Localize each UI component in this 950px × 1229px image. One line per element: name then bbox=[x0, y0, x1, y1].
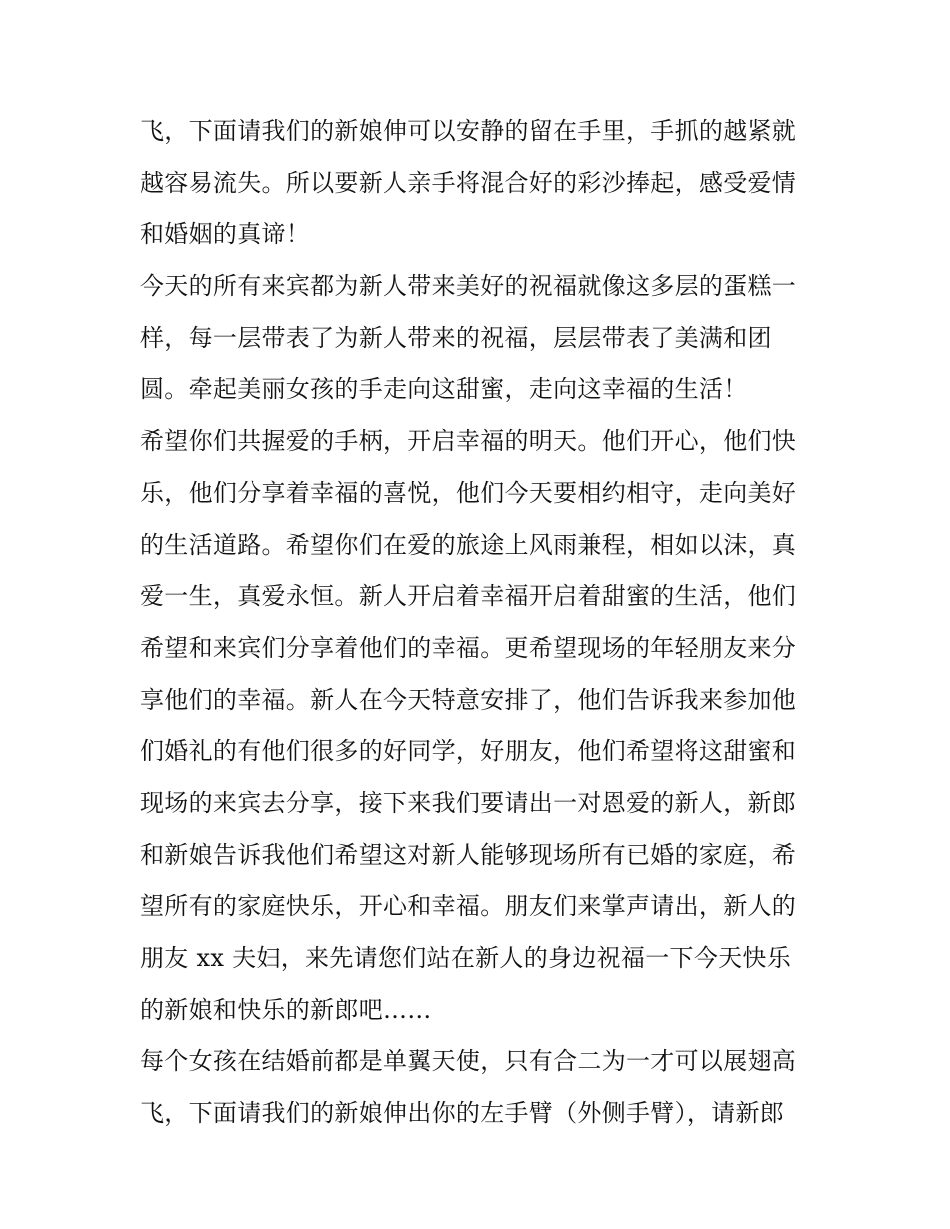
text-line: 朋友 xx 夫妇，来先请您们站在新人的身边祝福一下今天快乐 bbox=[140, 944, 792, 972]
text-line: 和新娘告诉我他们希望这对新人能够现场所有已婚的家庭，希 bbox=[140, 840, 797, 869]
text-line: 今天的所有来宾都为新人带来美好的祝福就像这多层的蛋糕一 bbox=[140, 272, 797, 301]
text-line: 享他们的幸福。新人在今天特意安排了，他们告诉我来参加他 bbox=[140, 685, 797, 714]
body-text bbox=[140, 106, 820, 1140]
text-line: 和婚姻的真谛！ bbox=[140, 220, 311, 249]
text-line: 样，每一层带表了为新人带来的祝福，层层带表了美满和团 bbox=[140, 323, 772, 352]
text-line: 飞，下面请我们的新娘伸可以安静的留在手里，手抓的越紧就 bbox=[140, 117, 797, 145]
text-line: 现场的来宾去分享，接下来我们要请出一对恩爱的新人，新郎 bbox=[140, 788, 797, 817]
text-line: 越容易流失。所以要新人亲手将混合好的彩沙捧起，感受爱情 bbox=[140, 168, 797, 197]
text-line: 希望和来宾们分享着他们的幸福。更希望现场的年轻朋友来分 bbox=[140, 633, 797, 662]
text-line: 飞，下面请我们的新娘伸出你的左手臂（外侧手臂），请新郎 bbox=[140, 1099, 785, 1128]
text-line: 们婚礼的有他们很多的好同学，好朋友，他们希望将这甜蜜和 bbox=[140, 737, 797, 766]
text-line: 的生活道路。希望你们在爱的旅途上风雨兼程，相如以沫，真 bbox=[140, 530, 797, 559]
text-line: 的新娘和快乐的新郎吧…… bbox=[140, 995, 432, 1024]
text-line: 每个女孩在结婚前都是单翼天使，只有合二为一才可以展翅高 bbox=[140, 1047, 797, 1076]
text-line: 希望你们共握爱的手柄，开启幸福的明天。他们开心，他们快 bbox=[140, 427, 797, 456]
text-line: 乐，他们分享着幸福的喜悦，他们今天要相约相守，走向美好 bbox=[140, 478, 797, 507]
text-line: 爱一生，真爱永恒。新人开启着幸福开启着甜蜜的生活，他们 bbox=[140, 582, 797, 611]
text-line: 望所有的家庭快乐，开心和幸福。朋友们来掌声请出，新人的 bbox=[140, 892, 797, 921]
text-line: 圆。牵起美丽女孩的手走向这甜蜜，走向这幸福的生活！ bbox=[140, 375, 748, 404]
